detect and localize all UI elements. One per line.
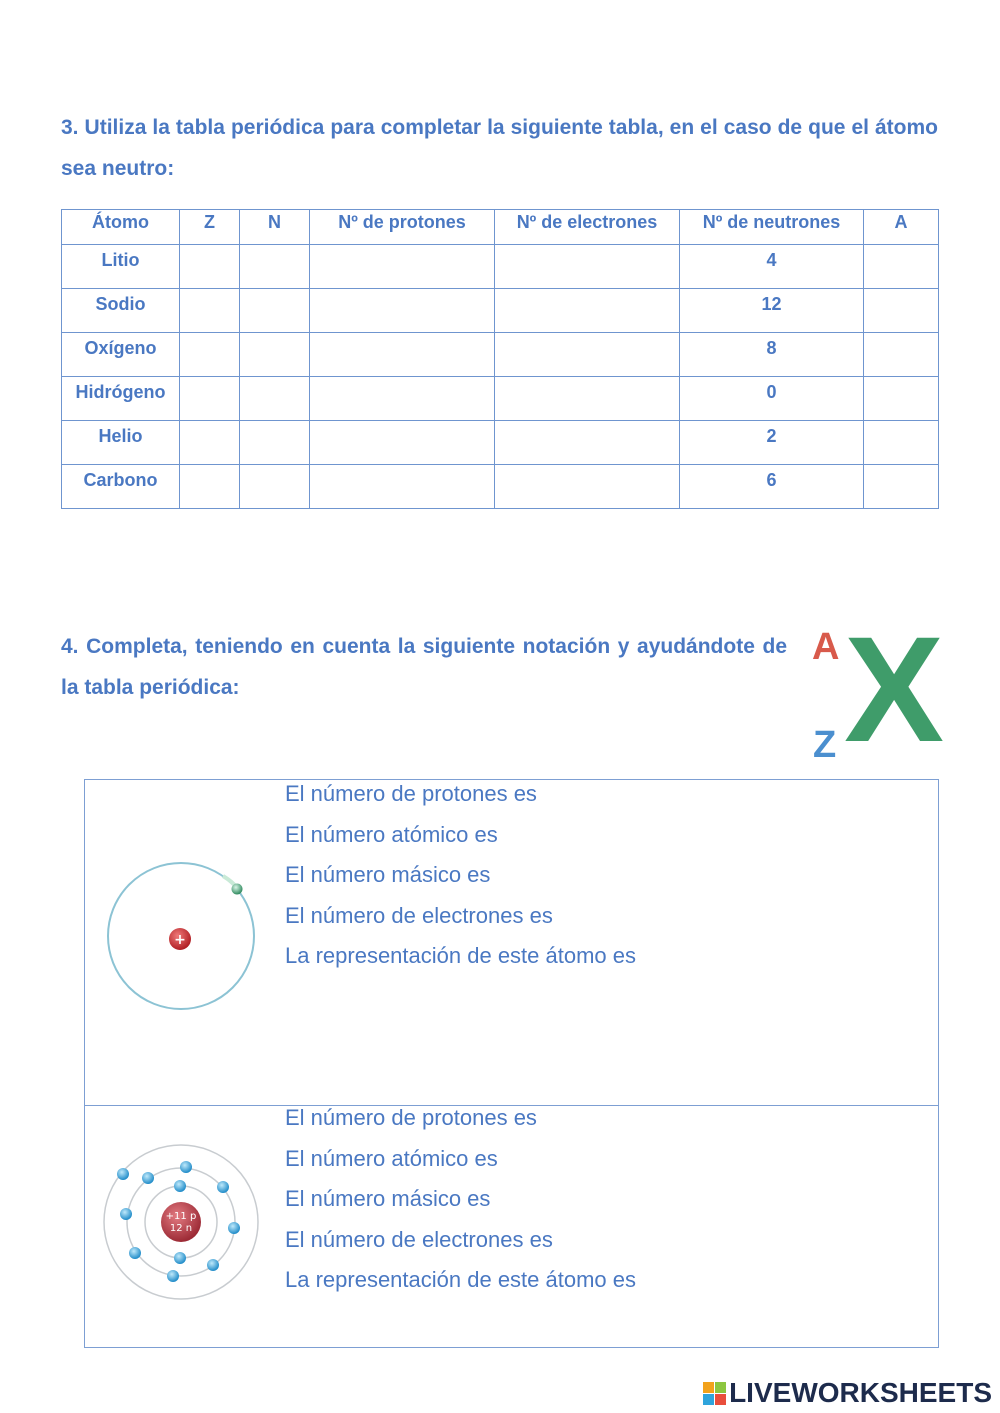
n-input[interactable] bbox=[240, 465, 310, 509]
nucleus-neutrons-label: 12 n bbox=[169, 1223, 193, 1234]
a-input[interactable] bbox=[864, 333, 939, 377]
hydrogen-atom-diagram bbox=[105, 862, 260, 1012]
isotope-notation bbox=[808, 605, 945, 773]
protons-input[interactable] bbox=[310, 465, 495, 509]
question-4-text: 4. Completa, teniendo en cuenta la siguiente notación y ayudándote de la tabla periódica: bbox=[61, 635, 787, 699]
atom-name: Helio bbox=[62, 421, 180, 465]
header-n: N bbox=[240, 210, 310, 245]
question-lines-2 bbox=[285, 1104, 636, 1307]
electrons-input[interactable] bbox=[495, 377, 680, 421]
protons-input[interactable] bbox=[310, 421, 495, 465]
electron bbox=[174, 1252, 186, 1264]
neutrons-value: 4 bbox=[680, 245, 864, 289]
z-input[interactable] bbox=[180, 465, 240, 509]
notation-atomic-number: Z bbox=[813, 724, 837, 766]
electrons-input[interactable] bbox=[495, 245, 680, 289]
table-row bbox=[62, 333, 939, 377]
electrons-question: El número de electrones es bbox=[285, 1226, 553, 1252]
notation-mass-number: A bbox=[812, 626, 840, 668]
neutrons-value: 8 bbox=[680, 333, 864, 377]
electrons-question: El número de electrones es bbox=[285, 902, 553, 928]
atom-name: Carbono bbox=[62, 465, 180, 509]
z-input[interactable] bbox=[180, 421, 240, 465]
a-input[interactable] bbox=[864, 245, 939, 289]
protons-input[interactable] bbox=[310, 289, 495, 333]
z-input[interactable] bbox=[180, 377, 240, 421]
atomic-number-question: El número atómico es bbox=[285, 821, 498, 847]
electrons-input[interactable] bbox=[495, 289, 680, 333]
liveworksheets-logo-icon bbox=[703, 1382, 726, 1405]
nucleus-label: + bbox=[174, 932, 186, 948]
electrons-input[interactable] bbox=[495, 333, 680, 377]
neutrons-value: 12 bbox=[680, 289, 864, 333]
electrons-input[interactable] bbox=[495, 465, 680, 509]
electron bbox=[228, 1222, 240, 1234]
notation-symbol: X bbox=[844, 605, 945, 773]
logo-tile bbox=[715, 1382, 726, 1393]
table-row bbox=[62, 465, 939, 509]
logo-tile bbox=[715, 1394, 726, 1405]
protons-question: El número de protones es bbox=[285, 1105, 537, 1130]
atom-exercise-box-1 bbox=[84, 779, 939, 1106]
question-lines-1 bbox=[285, 780, 636, 983]
n-input[interactable] bbox=[240, 289, 310, 333]
n-input[interactable] bbox=[240, 333, 310, 377]
table-header-row bbox=[62, 210, 939, 245]
table-row bbox=[62, 377, 939, 421]
table-row bbox=[62, 421, 939, 465]
protons-input[interactable] bbox=[310, 377, 495, 421]
neutrons-value: 0 bbox=[680, 377, 864, 421]
a-input[interactable] bbox=[864, 289, 939, 333]
atomic-number-question: El número atómico es bbox=[285, 1145, 498, 1171]
mass-number-question: El número másico es bbox=[285, 1186, 491, 1211]
electron bbox=[117, 1168, 129, 1180]
n-input[interactable] bbox=[240, 421, 310, 465]
protons-input[interactable] bbox=[310, 333, 495, 377]
header-atom: Átomo bbox=[62, 210, 180, 245]
electron bbox=[120, 1208, 132, 1220]
atom-name: Litio bbox=[62, 245, 180, 289]
electron bbox=[207, 1259, 219, 1271]
atom-exercise-box-2 bbox=[84, 1104, 939, 1348]
protons-question: El número de protones es bbox=[285, 781, 537, 806]
a-input[interactable] bbox=[864, 377, 939, 421]
question-3-text: 3. Utiliza la tabla periódica para completar la siguiente tabla, en el caso de que el átomo sea neutro: bbox=[61, 116, 938, 180]
mass-number-question: El número másico es bbox=[285, 862, 491, 887]
n-input[interactable] bbox=[240, 245, 310, 289]
nucleus bbox=[161, 1202, 201, 1242]
atom-name: Hidrógeno bbox=[62, 377, 180, 421]
n-input[interactable] bbox=[240, 377, 310, 421]
header-a: A bbox=[864, 210, 939, 245]
electron bbox=[142, 1172, 154, 1184]
electron bbox=[174, 1180, 186, 1192]
a-input[interactable] bbox=[864, 465, 939, 509]
header-protons: Nº de protones bbox=[310, 210, 495, 245]
a-input[interactable] bbox=[864, 421, 939, 465]
protons-input[interactable] bbox=[310, 245, 495, 289]
z-input[interactable] bbox=[180, 333, 240, 377]
electrons-input[interactable] bbox=[495, 421, 680, 465]
header-electrons: Nº de electrones bbox=[495, 210, 680, 245]
liveworksheets-brand[interactable]: LIVEWORKSHEETS bbox=[729, 1377, 992, 1408]
atom-name: Sodio bbox=[62, 289, 180, 333]
sodium-atom-diagram bbox=[101, 1142, 261, 1302]
z-input[interactable] bbox=[180, 289, 240, 333]
header-neutrons: Nº de neutrones bbox=[680, 210, 864, 245]
neutrons-value: 6 bbox=[680, 465, 864, 509]
electron bbox=[180, 1161, 192, 1173]
electron bbox=[232, 884, 243, 895]
representation-question: La representación de este átomo es bbox=[285, 1267, 637, 1292]
logo-tile bbox=[703, 1382, 714, 1393]
header-z: Z bbox=[180, 210, 240, 245]
logo-tile bbox=[703, 1394, 714, 1405]
table-row bbox=[62, 289, 939, 333]
electron bbox=[129, 1247, 141, 1259]
electron bbox=[167, 1270, 179, 1282]
atoms-table bbox=[61, 209, 939, 509]
atom-name: Oxígeno bbox=[62, 333, 180, 377]
representation-question: La representación de este átomo es bbox=[285, 943, 637, 968]
neutrons-value: 2 bbox=[680, 421, 864, 465]
liveworksheets-footer bbox=[703, 1375, 992, 1411]
table-row bbox=[62, 245, 939, 289]
electron bbox=[217, 1181, 229, 1193]
z-input[interactable] bbox=[180, 245, 240, 289]
nucleus-protons-label: +11 p bbox=[165, 1211, 197, 1222]
